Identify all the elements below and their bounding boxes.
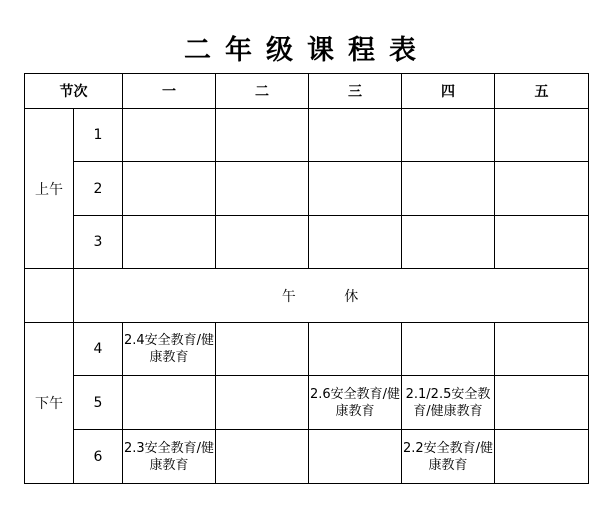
schedule-cell bbox=[216, 216, 309, 269]
lunch-break-cell bbox=[74, 269, 589, 323]
schedule-cell bbox=[123, 162, 216, 216]
schedule-cell bbox=[495, 109, 589, 162]
schedule-cell bbox=[216, 162, 309, 216]
schedule-cell bbox=[216, 376, 309, 430]
schedule-cell bbox=[123, 216, 216, 269]
schedule-cell bbox=[402, 430, 495, 484]
schedule-cell bbox=[123, 109, 216, 162]
class-entry: 2.2安全教育/健康教育 bbox=[402, 440, 494, 473]
period-number: 2 bbox=[74, 162, 123, 216]
header-row bbox=[25, 74, 589, 109]
schedule-cell bbox=[402, 323, 495, 376]
day-header-fri: 五 bbox=[495, 74, 589, 109]
schedule-cell bbox=[123, 430, 216, 484]
schedule-cell bbox=[309, 162, 402, 216]
class-entry: 2.4安全教育/健康教育 bbox=[123, 333, 215, 365]
schedule-cell bbox=[402, 162, 495, 216]
schedule-cell bbox=[309, 216, 402, 269]
schedule-cell bbox=[495, 376, 589, 430]
schedule-cell bbox=[309, 376, 402, 430]
period-number: 6 bbox=[74, 430, 123, 484]
table-row bbox=[25, 323, 589, 376]
day-header-wed: 三 bbox=[309, 74, 402, 109]
table-row bbox=[25, 109, 589, 162]
schedule-cell bbox=[402, 109, 495, 162]
day-header-tue: 二 bbox=[216, 74, 309, 109]
class-entry: 2.3安全教育/健康教育 bbox=[123, 440, 215, 473]
afternoon-label: 下午 bbox=[25, 323, 74, 484]
schedule-cell bbox=[123, 323, 216, 376]
schedule-table bbox=[24, 73, 589, 484]
schedule-cell bbox=[495, 162, 589, 216]
morning-label: 上午 bbox=[25, 109, 74, 269]
period-number: 4 bbox=[74, 323, 123, 376]
lunch-blank-cell bbox=[25, 269, 74, 323]
schedule-cell bbox=[216, 430, 309, 484]
schedule-cell bbox=[123, 376, 216, 430]
class-entry: 2.1/2.5安全教育/健康教育 bbox=[405, 386, 491, 419]
schedule-cell bbox=[309, 323, 402, 376]
schedule-cell bbox=[216, 109, 309, 162]
table-row bbox=[25, 376, 589, 430]
schedule-cell bbox=[216, 323, 309, 376]
schedule-cell bbox=[402, 376, 495, 430]
schedule-cell bbox=[309, 430, 402, 484]
schedule-cell bbox=[402, 216, 495, 269]
day-header-mon: 一 bbox=[123, 74, 216, 109]
table-row bbox=[25, 430, 589, 484]
page-title: 二年级课程表 bbox=[184, 35, 430, 66]
table-row bbox=[25, 162, 589, 216]
schedule-cell bbox=[309, 109, 402, 162]
schedule-cell bbox=[495, 430, 589, 484]
day-header-thu: 四 bbox=[402, 74, 495, 109]
schedule-cell bbox=[495, 323, 589, 376]
period-number: 5 bbox=[74, 376, 123, 430]
lunch-break-label: 午 休 bbox=[281, 288, 381, 305]
table-row bbox=[25, 216, 589, 269]
schedule-cell bbox=[495, 216, 589, 269]
period-number: 3 bbox=[74, 216, 123, 269]
lunch-row bbox=[25, 269, 589, 323]
period-header: 节次 bbox=[25, 74, 123, 109]
period-number: 1 bbox=[74, 109, 123, 162]
class-entry: 2.6安全教育/健康教育 bbox=[309, 386, 401, 419]
